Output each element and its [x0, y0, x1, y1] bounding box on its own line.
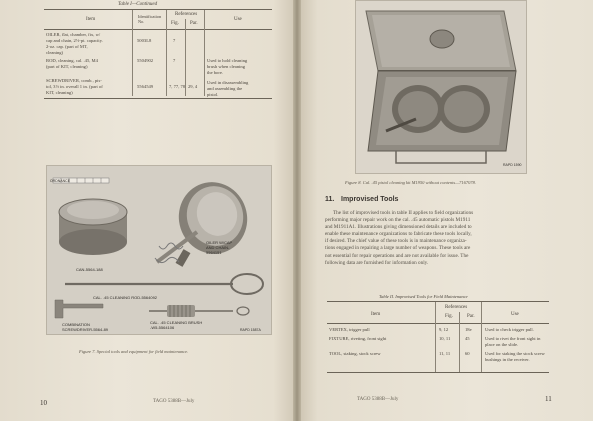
col-par: Par. [467, 314, 475, 319]
col-ident: Identification No. [138, 14, 162, 24]
table-ii-bottom-rule [327, 372, 549, 373]
special-tools-illustration [47, 166, 271, 334]
figure-8-caption: Figure 8. Cal. .45 pistol cleaning kit M1950 without contents—7167078. [345, 180, 476, 185]
col-divider [132, 10, 133, 96]
table-row-3-item-line: tol, 3½ in. overall 1 in. (part of [46, 84, 103, 89]
table-ii-header-rule [327, 323, 549, 324]
oiler-label-line: OILER W/CAP [206, 240, 233, 245]
table-top-rule [44, 9, 272, 10]
col-fig: Fig. [445, 314, 453, 319]
table-row-2-use-line: Used to hold cleaning [207, 58, 248, 63]
oiler-label-line: AND CHAIN- [206, 245, 230, 250]
section-paragraph [325, 210, 547, 267]
table-row-3-item-line: SCREWDRIVER, comb., pis- [46, 78, 102, 83]
table-row-1-item-line: cap and chain, 2½-pt. capacity. [46, 38, 103, 43]
oiler-label-line: 5564151 [206, 250, 222, 255]
photo-id: RAPD 1590 [503, 163, 522, 167]
col-divider [481, 302, 482, 372]
table-row-3-par: 29, 4 [188, 84, 198, 89]
col-use: Use [234, 17, 242, 22]
table-row-2-fig: 7 [173, 58, 176, 63]
paragraph-line: performing major repair work on the cal. .45 automatic pistols M1911 [325, 217, 471, 224]
table-row-1-ident: 5003L8 [137, 38, 152, 43]
col-fig: Fig. [171, 21, 179, 26]
table-row-1-item-line: cleaning) [46, 50, 64, 55]
col-divider [185, 19, 186, 96]
table-row-1-item-line: OILER, flat, chamber, fix, w/ [46, 32, 101, 37]
table-ii-row-1-use: Used to check trigger pull. [485, 327, 534, 332]
section-title: Improvised Tools [341, 196, 399, 203]
page-footer: TAGO 5388B—July [357, 397, 399, 402]
col-divider [435, 302, 436, 372]
table-ii-row-3-use-line: Used for staking the stock screw [485, 351, 545, 356]
table-row-2-item-line: (part of KIT, cleaning) [46, 64, 88, 69]
photo-id: RAPD 1587A [240, 328, 261, 332]
table-ii-row-3-par: 60 [465, 351, 470, 356]
col-divider [204, 10, 205, 96]
table-ii-row-3-use-line: bushings in the receiver. [485, 357, 530, 362]
brush-label-line: -W5-5564106 [150, 325, 175, 330]
figure-7-photo [46, 165, 272, 335]
table-ii-row-1-fig: 9, 12 [439, 327, 449, 332]
table-ii-row-2-fig: 10, 11 [439, 336, 451, 341]
table-header-rule [44, 29, 272, 30]
table-row-3-use-line: pistol. [207, 92, 219, 97]
table-row-2-use-line: the bore. [207, 70, 224, 75]
table-row-1-item-line: 2-oz. cap. (part of MT, [46, 44, 88, 49]
table-ii-row-1-item: VERTEX, trigger pull [329, 327, 370, 332]
table-ii-row-2-item: FIXTURE, riveting, front sight [329, 336, 387, 341]
page-number: 11 [545, 395, 552, 403]
cleaning-kit-illustration [356, 1, 526, 173]
screwdriver-label-line: SCREWDRIVER-5564-89 [62, 327, 109, 332]
table-ii-row-2-par: 45 [465, 336, 470, 341]
table-ii-row-3-item: TOOL, staking, stock screw [329, 351, 381, 356]
table-row-2-use-line: brush when cleaning [207, 64, 246, 69]
table-bottom-rule [44, 98, 272, 99]
can-label: CAN-5564-188 [76, 267, 103, 272]
table-row-3-ident: 5564549 [137, 84, 154, 89]
paragraph-line: not essential for repair operations and are not available for issue. The [325, 252, 469, 259]
table-row-3-use-line: and assembling the [207, 86, 243, 91]
rod-label: CAL. .45 CLEANING ROD-5564092 [93, 295, 158, 300]
table-title: Table I—Continued [118, 2, 158, 7]
col-item: Item [86, 17, 96, 22]
col-references: References [445, 305, 468, 310]
section-number: 11. [325, 196, 335, 203]
figure-7-caption: Figure 7. Special tools and equipment for field maintenance. [79, 349, 189, 354]
paragraph-line: if desired. The chief value of these tools is in maintenance organiza- [325, 238, 467, 245]
table-ii-top-rule [327, 301, 549, 302]
col-divider [166, 10, 167, 96]
table-ii-row-1-par: 18e [465, 327, 472, 332]
table-row-2-item-line: ROD, cleaning, cal. .45, M4 [46, 58, 98, 63]
scale-label: ORDNANCE [50, 179, 71, 183]
table-ii-title: Table II. Improvised Tools for Field Maintenance [379, 294, 468, 299]
table-ii-row-2-use-line: place on the slide. [485, 342, 519, 347]
table-row-1-fig: 7 [173, 38, 176, 43]
col-par: Par. [190, 21, 198, 26]
book-gutter [293, 0, 301, 421]
table-row-3-item-line: KIT, cleaning) [46, 90, 73, 95]
table-row-3-fig: 7, 77, 78 [169, 84, 186, 89]
col-item: Item [371, 312, 381, 317]
col-references: References [175, 12, 198, 17]
right-page [297, 0, 593, 421]
table-ii-row-3-fig: 11, 11 [439, 351, 451, 356]
col-divider [459, 312, 460, 372]
table-row-2-ident: 5504902 [137, 58, 154, 63]
page-footer: TAGO 5388B—July [153, 399, 195, 404]
paragraph-line: following data are furnished for information only. [325, 259, 429, 266]
paragraph-line: tions engaged in repairing a large number of weapons. These tools are [325, 245, 471, 252]
paragraph-line: The list of improvised tools in table II applies to field organizations [333, 210, 474, 216]
table-row-3-use-line: Used in disassembling [207, 80, 249, 85]
brush-label-line: CAL. .45 CLEANING BRUSH [150, 320, 203, 325]
screwdriver-label-line: COMBINATION [62, 322, 90, 327]
table-ii-row-2-use-line: Used to rivet the front sight in [485, 336, 541, 341]
paragraph-line: and M1911A1. Illustrations giving dimensioned details are included to [325, 224, 472, 231]
paragraph-line: enable these maintenance organizations to fabricate these tools locally, [325, 231, 472, 238]
col-use: Use [511, 312, 519, 317]
page-number: 10 [40, 399, 47, 407]
figure-8-photo [355, 0, 527, 174]
